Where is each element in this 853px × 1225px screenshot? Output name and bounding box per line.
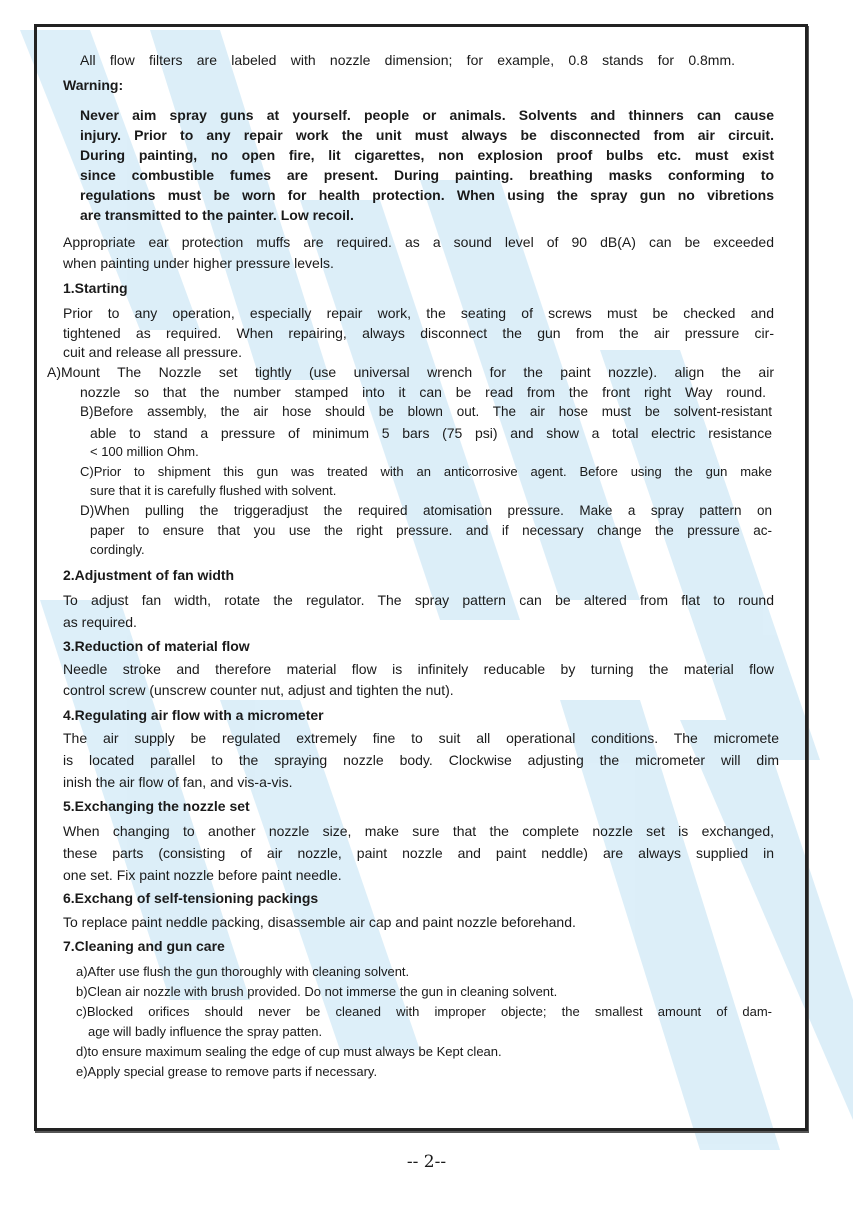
- body-line: control screw (unscrew counter nut, adjust and tighten the nut).: [63, 682, 454, 698]
- warning-line: Never aim spray guns at yourself. people or animals. Solvents and thinners can cause: [80, 107, 774, 123]
- warning-line: are transmitted to the painter. Low recoil.: [80, 207, 354, 223]
- body-line: e)Apply special grease to remove parts if necessary.: [76, 1064, 378, 1079]
- body-line: tightened as required. When repairing, always disconnect the gun from the air pressure cir-: [63, 325, 774, 341]
- body-line: d)to ensure maximum sealing the edge of cup must always be Kept clean.: [76, 1044, 502, 1059]
- section-heading: 4.Regulating air flow with a micrometer: [63, 707, 324, 723]
- body-line: paper to ensure that you use the right pressure. and if necessary change the pressure ac-: [90, 523, 772, 538]
- warning-line: During painting, no open fire, lit cigarettes, non explosion proof bulbs etc. must exist: [80, 147, 774, 163]
- body-line: as required.: [63, 614, 137, 630]
- body-line: b)Clean air nozzle with brush provided. Do not immerse the gun in cleaning solvent.: [76, 984, 558, 999]
- warning-line: regulations must be worn for health protection. When using the spray gun no vibretions: [80, 187, 774, 203]
- section-heading: 6.Exchang of self-tensioning packings: [63, 890, 319, 906]
- body-line: these parts (consisting of air nozzle, paint nozzle and paint neddle) are always supplied in: [63, 845, 774, 861]
- body-line: When changing to another nozzle size, make sure that the complete nozzle set is exchanged,: [63, 823, 774, 839]
- body-line: sure that it is carefully flushed with solvent.: [90, 483, 337, 498]
- body-line: A)Mount The Nozzle set tightly (use universal wrench for the paint nozzle). align the air: [47, 364, 774, 380]
- warning-heading: Warning:: [63, 77, 124, 93]
- section-heading: 3.Reduction of material flow: [63, 638, 250, 654]
- page-number: -- 2--: [406, 1152, 447, 1172]
- section-heading: 2.Adjustment of fan width: [63, 567, 235, 583]
- body-line: c)Blocked orifices should never be cleaned with improper objecte; the smallest amount of dam-: [76, 1004, 772, 1019]
- section-heading: 1.Starting: [63, 280, 128, 296]
- body-line: age will badly influence the spray patten.: [88, 1024, 323, 1039]
- body-line: one set. Fix paint nozzle before paint needle.: [63, 867, 342, 883]
- warning-line: since combustible fumes are present. During painting. breathing masks conforming to: [80, 167, 774, 183]
- section-heading: 7.Cleaning and gun care: [63, 938, 225, 954]
- body-line: Prior to any operation, especially repair work, the seating of screws must be checked and: [63, 305, 774, 321]
- ear-text: Appropriate ear protection muffs are required. as a sound level of 90 dB(A) can be exceeded: [63, 234, 774, 250]
- body-line: < 100 million Ohm.: [90, 444, 199, 459]
- body-line: Needle stroke and therefore material flow is infinitely reducable by turning the material flow: [63, 661, 774, 677]
- body-line: cuit and release all pressure.: [63, 344, 242, 360]
- body-line: nozzle so that the number stamped into it can be read from the front right Way round.: [80, 384, 766, 400]
- body-line: To adjust fan width, rotate the regulator. The spray pattern can be altered from flat to round: [63, 592, 774, 608]
- body-line: C)Prior to shipment this gun was treated with an anticorrosive agent. Before using the gun make: [80, 464, 772, 479]
- body-line: able to stand a pressure of minimum 5 bars (75 psi) and show a total electric resistance: [90, 425, 772, 441]
- body-line: The air supply be regulated extremely fine to suit all operational conditions. The micromete: [63, 730, 779, 746]
- intro-text: All flow filters are labeled with nozzle dimension; for example, 0.8 stands for 0.8mm.: [80, 52, 735, 68]
- body-line: B)Before assembly, the air hose should be blown out. The air hose must be solvent-resistant: [80, 404, 772, 419]
- section-heading: 5.Exchanging the nozzle set: [63, 798, 250, 814]
- ear-text: when painting under higher pressure levels.: [63, 255, 334, 271]
- body-line: a)After use flush the gun thoroughly with cleaning solvent.: [76, 964, 410, 979]
- body-line: inish the air flow of fan, and vis-a-vis.: [63, 774, 293, 790]
- body-line: To replace paint neddle packing, disassemble air cap and paint nozzle beforehand.: [63, 914, 576, 930]
- body-line: D)When pulling the triggeradjust the required atomisation pressure. Make a spray pattern on: [80, 503, 772, 518]
- body-line: is located parallel to the spraying nozzle body. Clockwise adjusting the micrometer will dim: [63, 752, 779, 768]
- warning-line: injury. Prior to any repair work the unit must always be disconnected from air circuit.: [80, 127, 774, 143]
- body-line: cordingly.: [90, 542, 145, 557]
